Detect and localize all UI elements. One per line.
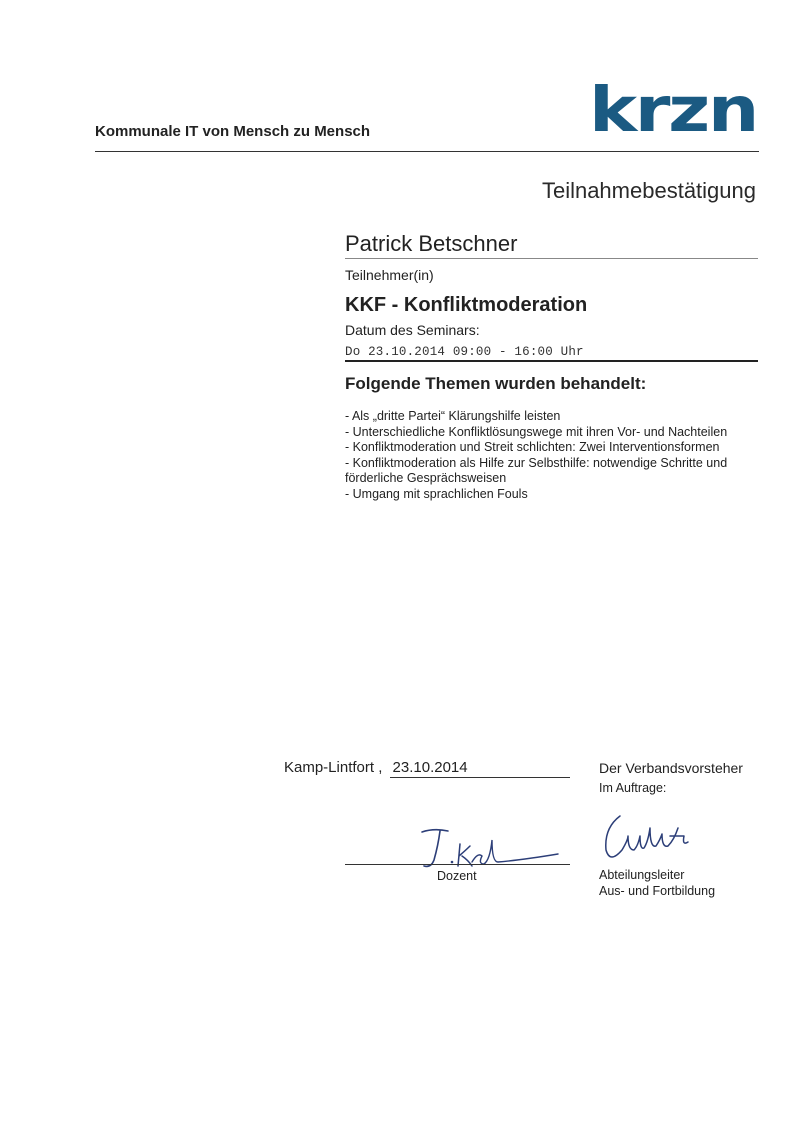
header-divider — [95, 151, 759, 152]
seminar-date-label: Datum des Seminars: — [345, 322, 480, 338]
participant-name: Patrick Betschner — [345, 231, 518, 256]
dozent-signature — [412, 822, 562, 887]
topic-item: - Unterschiedliche Konfliktlösungswege mit ihren Vor- und Nachteilen — [345, 424, 728, 439]
issue-date: 23.10.2014 — [392, 759, 468, 776]
topic-item: - Konfliktmoderation als Hilfe zur Selbsthilfe: notwendige Schritte und förderliche Gesprächsweisen — [345, 455, 728, 486]
participant-label: Teilnehmer(in) — [345, 267, 434, 283]
course-title: KKF - Konfliktmoderation — [345, 294, 588, 316]
date-underline — [390, 777, 570, 778]
abteilungsleiter-title: Abteilungsleiter — [599, 868, 685, 882]
place-and-date — [284, 759, 468, 776]
organization-tagline: Kommunale IT von Mensch zu Mensch — [95, 123, 371, 140]
dozent-signature-line — [345, 864, 570, 865]
date-divider — [345, 360, 758, 362]
dozent-label: Dozent — [437, 869, 477, 883]
krzn-logo — [589, 84, 759, 143]
abteilungsleiter-department: Aus- und Fortbildung — [599, 884, 716, 898]
verband-label: Der Verbandsvorsteher — [599, 760, 743, 776]
seminar-date-value: Do 23.10.2014 09:00 - 16:00 Uhr — [345, 345, 584, 359]
auftrag-label: Im Auftrage: — [599, 781, 667, 795]
topic-item: - Umgang mit sprachlichen Fouls — [345, 486, 528, 501]
place-text: Kamp-Lintfort , — [284, 759, 383, 776]
participant-divider — [345, 258, 758, 259]
document-title: Teilnahmebestätigung — [541, 178, 756, 203]
abteilungsleiter-signature — [598, 806, 698, 873]
topics-list — [345, 409, 765, 503]
topic-item: - Als „dritte Partei“ Klärungshilfe leisten — [345, 409, 561, 423]
logo-text: krzn — [589, 84, 757, 138]
topic-item: - Konfliktmoderation und Streit schlichten: Zwei Interventionsformen — [345, 440, 720, 455]
topics-heading: Folgende Themen wurden behandelt: — [345, 374, 647, 393]
